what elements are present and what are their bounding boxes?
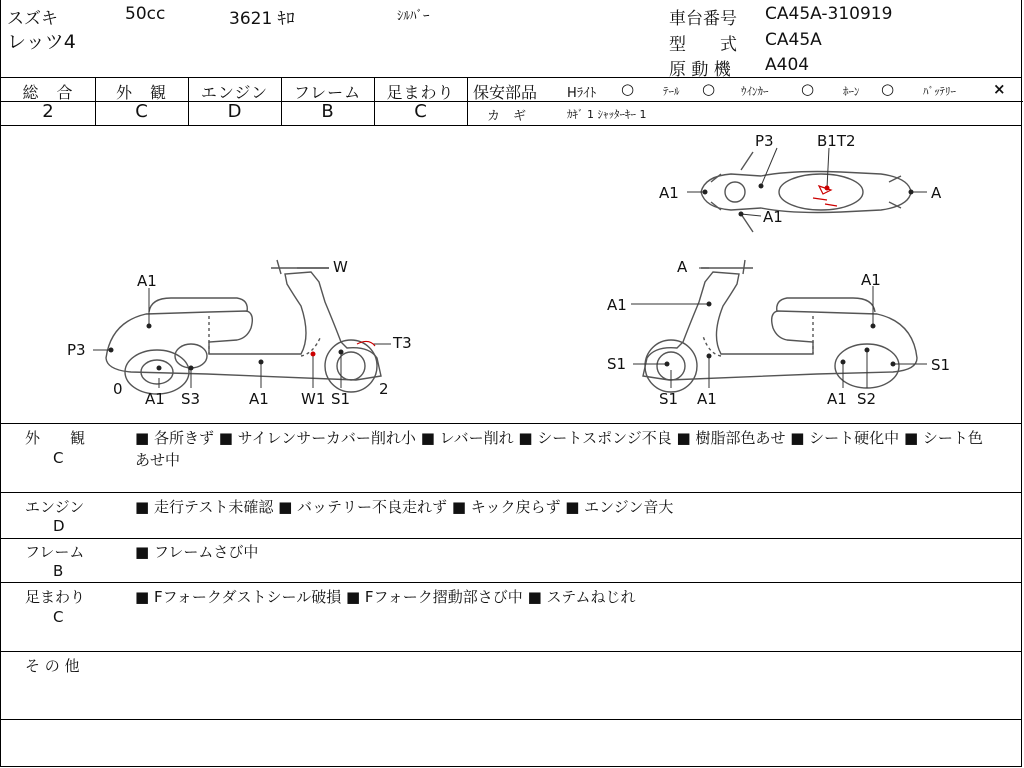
- label-right-a1-b: A1: [697, 390, 717, 408]
- divider: [1, 423, 1021, 424]
- label-left-two: 2: [379, 380, 389, 398]
- note-grade-exterior: C: [53, 449, 64, 467]
- safety-label: 保安部品: [473, 83, 538, 102]
- label-left-a1-b: A1: [249, 390, 269, 408]
- grade-overall-label: 総 合: [22, 83, 74, 102]
- divider: [1, 582, 1021, 583]
- grade-suspension-label: 足まわり: [386, 83, 455, 102]
- label-left-s1: S1: [331, 390, 351, 408]
- note-label-suspension: 足まわり: [25, 588, 86, 606]
- winker-label: ｳｲﾝｶｰ: [741, 85, 769, 98]
- label-left-a1-top: A1: [137, 272, 157, 290]
- label-left-w1: W1: [301, 390, 326, 408]
- label-right-s1-right: S1: [931, 356, 951, 374]
- label-top-a-right: A: [931, 184, 942, 202]
- divider: [467, 101, 1023, 102]
- divider: [1, 538, 1021, 539]
- engine-label: 原 動 機: [669, 60, 731, 80]
- frame-no-label: 車台番号: [669, 9, 737, 29]
- label-right-a: A: [677, 258, 688, 276]
- battery-mark: ×: [993, 80, 1006, 98]
- note-text-engine: ■ 走行テスト未確認 ■ バッテリー不良走れず ■ キック戻らず ■ エンジン音大: [135, 498, 674, 516]
- note-grade-frame: B: [53, 562, 64, 580]
- label-left-p3: P3: [67, 341, 86, 359]
- leader-lines: [93, 148, 927, 388]
- grade-exterior: C: [135, 101, 148, 122]
- grade-frame: B: [321, 101, 334, 122]
- note-label-frame: フレーム: [25, 543, 85, 561]
- horn-mark: ○: [881, 80, 895, 98]
- label-right-a1-top: A1: [861, 271, 881, 289]
- color: ｼﾙﾊﾞｰ: [397, 9, 430, 24]
- label-left-zero: 0: [113, 380, 123, 398]
- label-top-a1-left: A1: [659, 184, 679, 202]
- battery-label: ﾊﾞｯﾃﾘｰ: [923, 85, 956, 98]
- winker-mark: ○: [801, 80, 815, 98]
- label-right-s2: S2: [857, 390, 877, 408]
- grade-engine-label: エンジン: [200, 83, 269, 102]
- note-label-other: そ の 他: [25, 657, 80, 675]
- headlight-mark: ○: [621, 80, 635, 98]
- label-left-a1-a: A1: [145, 390, 165, 408]
- frame-no: CA45A-310919: [765, 4, 893, 24]
- label-top-b1t2: B1T2: [817, 132, 856, 150]
- label-right-a1-c: A1: [827, 390, 847, 408]
- note-text-frame: ■ フレームさび中: [135, 543, 259, 561]
- note-grade-suspension: C: [53, 608, 64, 626]
- type-label: 型 式: [669, 35, 737, 55]
- note-label-engine: エンジン: [25, 498, 85, 516]
- tail-mark: ○: [702, 80, 716, 98]
- scooter-diagram-svg: [1, 126, 1023, 423]
- label-right-s1-b: S1: [659, 390, 679, 408]
- note-text-suspension: ■ Fフォークダストシール破損 ■ Fフォーク摺動部さび中 ■ ステムねじれ: [135, 588, 636, 606]
- horn-label: ﾎｰﾝ: [843, 85, 860, 98]
- damage-diagram: [1, 126, 1023, 423]
- grade-overall: 2: [42, 101, 54, 122]
- label-right-a1-mid: A1: [607, 296, 627, 314]
- key-label: カ ギ: [487, 109, 527, 124]
- label-left-s3: S3: [181, 390, 201, 408]
- engine-value: A404: [765, 55, 810, 75]
- grade-exterior-label: 外 観: [115, 83, 167, 102]
- divider: [1, 492, 1021, 493]
- label-top-p3: P3: [755, 132, 774, 150]
- divider: [1, 651, 1021, 652]
- note-text-exterior: ■ 各所きず ■ サイレンサーカバー削れ小 ■ レバー削れ ■ シートスポンジ不良 ■ 樹脂部色あせ ■ シート硬化中 ■ シート色あせ中: [135, 429, 983, 469]
- mileage: 3621 ｷﾛ: [229, 9, 295, 29]
- label-left-w: W: [333, 258, 348, 276]
- label-left-t3: T3: [393, 334, 412, 352]
- displacement: 50cc: [125, 4, 166, 24]
- scooter-top-view: [701, 152, 911, 232]
- maker: スズキ: [7, 9, 58, 29]
- tail-label: ﾃｰﾙ: [663, 85, 680, 98]
- divider: [1, 77, 1021, 78]
- damage-marks: [311, 186, 837, 356]
- label-top-a1-bottom: A1: [763, 208, 783, 226]
- grade-frame-label: フレーム: [293, 83, 362, 102]
- grade-suspension: C: [414, 101, 427, 122]
- key-value: ｶｷﾞ 1 ｼｬｯﾀｰｷｰ 1: [567, 108, 647, 121]
- grade-engine: D: [227, 101, 242, 122]
- type-value: CA45A: [765, 30, 822, 50]
- label-right-s1-a: S1: [607, 355, 627, 373]
- note-label-exterior: 外 観: [25, 429, 86, 447]
- note-grade-engine: D: [53, 517, 65, 535]
- divider: [1, 719, 1021, 720]
- headlight-label: Hﾗｲﾄ: [567, 86, 597, 101]
- model-name: レッツ4: [7, 31, 76, 53]
